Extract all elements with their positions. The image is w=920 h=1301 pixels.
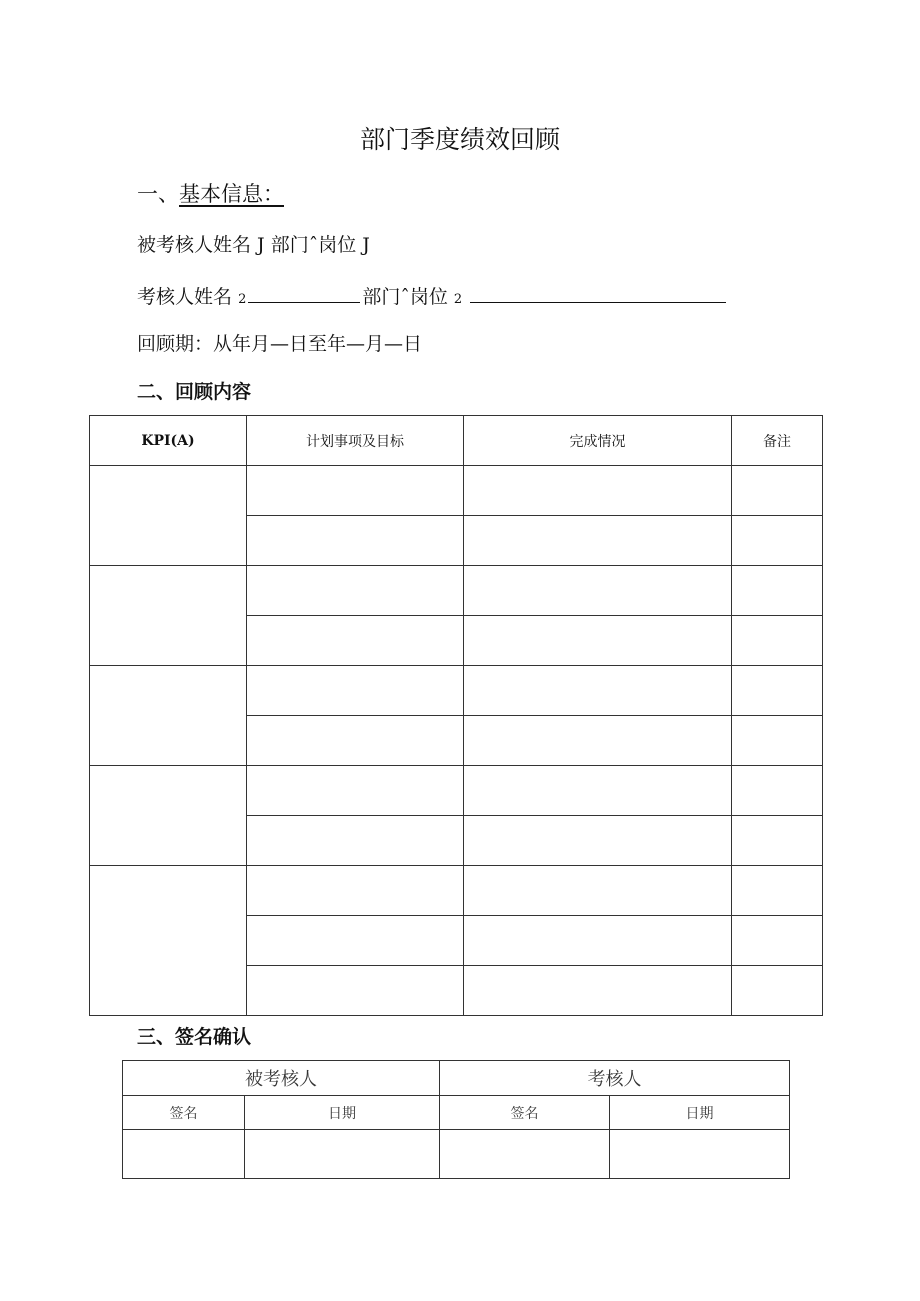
remarks-cell[interactable] (732, 466, 823, 516)
reviewer-role-cell: 考核人 (440, 1061, 790, 1096)
reviewer-dept-blank[interactable] (470, 284, 726, 303)
section-signature: 三、签名确认 (137, 1026, 252, 1048)
kpi-cell[interactable] (90, 666, 247, 766)
completion-cell[interactable] (464, 616, 732, 666)
reviewee-date-cell[interactable] (245, 1130, 440, 1179)
page-title: 部门季度绩效回顾 (359, 125, 560, 154)
remarks-cell[interactable] (732, 516, 823, 566)
review-period-line: 回顾期：从年月—日至年—月—日 (137, 333, 423, 355)
signature-table (122, 1060, 790, 1179)
completion-cell[interactable] (464, 716, 732, 766)
completion-cell[interactable] (464, 566, 732, 616)
reviewer-name-marker: 2 (238, 292, 247, 307)
reviewee-role-cell: 被考核人 (123, 1061, 440, 1096)
section-basic-info (137, 178, 284, 208)
plan-cell[interactable] (247, 566, 464, 616)
kpi-cell[interactable] (90, 866, 247, 1016)
remarks-cell[interactable] (732, 666, 823, 716)
table-row (90, 466, 823, 516)
plan-cell[interactable] (247, 966, 464, 1016)
reviewer-sign-label: 签名 (440, 1096, 610, 1130)
kpi-header-remarks: 备注 (732, 416, 823, 466)
kpi-header-kpi: KPI(A) (90, 416, 247, 466)
plan-cell[interactable] (247, 466, 464, 516)
completion-cell[interactable] (464, 466, 732, 516)
completion-cell[interactable] (464, 516, 732, 566)
remarks-cell[interactable] (732, 866, 823, 916)
reviewer-name-blank[interactable] (248, 284, 360, 303)
plan-cell[interactable] (247, 616, 464, 666)
reviewer-dept-label: 部门ˆ岗位 (362, 286, 448, 308)
remarks-cell[interactable] (732, 566, 823, 616)
kpi-cell[interactable] (90, 766, 247, 866)
reviewee-date-label: 日期 (245, 1096, 440, 1130)
signature-role-row (123, 1061, 790, 1096)
table-row (90, 666, 823, 716)
signature-label-row (123, 1096, 790, 1130)
signature-input-row (123, 1130, 790, 1179)
plan-cell[interactable] (247, 916, 464, 966)
remarks-cell[interactable] (732, 716, 823, 766)
completion-cell[interactable] (464, 666, 732, 716)
completion-cell[interactable] (464, 766, 732, 816)
plan-cell[interactable] (247, 866, 464, 916)
section-basic-info-prefix: 一、 (137, 182, 179, 206)
completion-cell[interactable] (464, 816, 732, 866)
kpi-header-row (90, 416, 823, 466)
reviewee-sign-label: 签名 (123, 1096, 245, 1130)
plan-cell[interactable] (247, 666, 464, 716)
plan-cell[interactable] (247, 766, 464, 816)
section-review-content: 二、回顾内容 (137, 381, 252, 403)
reviewee-sign-cell[interactable] (123, 1130, 245, 1179)
reviewer-sign-cell[interactable] (440, 1130, 610, 1179)
remarks-cell[interactable] (732, 616, 823, 666)
reviewer-date-cell[interactable] (610, 1130, 790, 1179)
reviewer-info-line (137, 282, 728, 309)
section-basic-info-heading: 基本信息： (179, 182, 284, 206)
reviewer-dept-marker: 2 (453, 292, 463, 307)
kpi-table (89, 415, 823, 1016)
reviewee-info-line: 被考核人姓名 J 部门ˆ岗位 J (137, 234, 370, 256)
kpi-header-completion: 完成情况 (464, 416, 732, 466)
completion-cell[interactable] (464, 966, 732, 1016)
table-row (90, 866, 823, 916)
completion-cell[interactable] (464, 866, 732, 916)
table-row (90, 566, 823, 616)
plan-cell[interactable] (247, 516, 464, 566)
kpi-header-plan: 计划事项及目标 (247, 416, 464, 466)
remarks-cell[interactable] (732, 816, 823, 866)
remarks-cell[interactable] (732, 966, 823, 1016)
table-row (90, 766, 823, 816)
kpi-table-body (90, 466, 823, 1016)
completion-cell[interactable] (464, 916, 732, 966)
kpi-cell[interactable] (90, 466, 247, 566)
plan-cell[interactable] (247, 716, 464, 766)
remarks-cell[interactable] (732, 916, 823, 966)
reviewer-date-label: 日期 (610, 1096, 790, 1130)
plan-cell[interactable] (247, 816, 464, 866)
kpi-cell[interactable] (90, 566, 247, 666)
remarks-cell[interactable] (732, 766, 823, 816)
reviewer-name-label: 考核人姓名 (137, 286, 233, 308)
